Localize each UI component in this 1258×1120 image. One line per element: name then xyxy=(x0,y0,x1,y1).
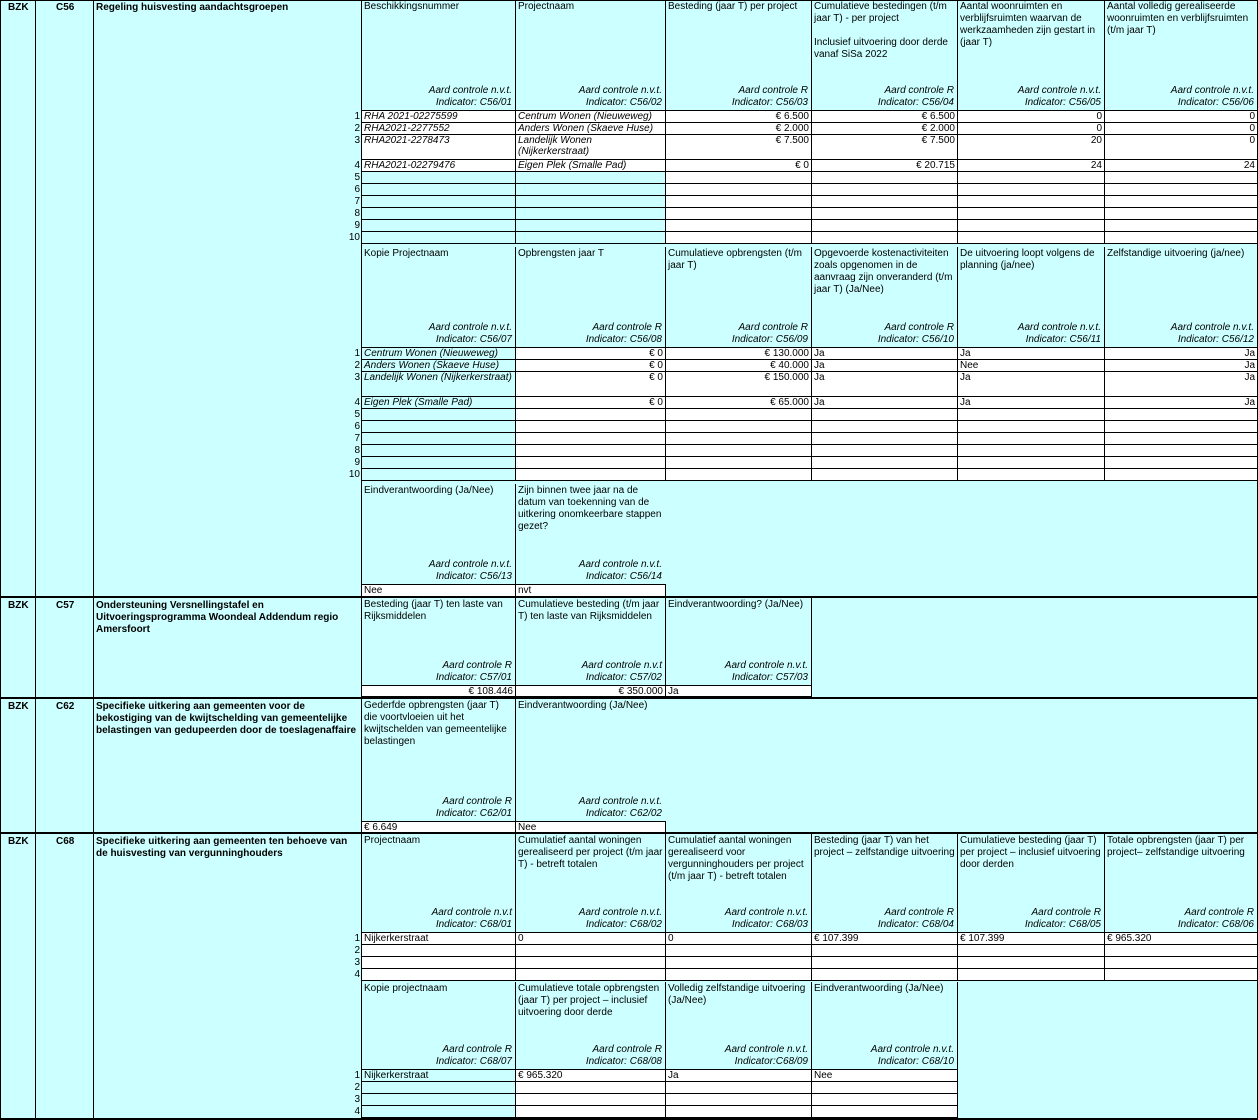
indicator-label: Indicator: C68/05 xyxy=(1024,919,1101,930)
column-header-label: Cumulatieve totale opbrengsten (jaar T) per project – inclusief uitvoering door derde xyxy=(518,983,660,1018)
indicator-label: Indicator: C56/09 xyxy=(731,334,808,345)
row-number: 6 xyxy=(354,421,360,432)
column-header-label: Eindverantwoording? (Ja/Nee) xyxy=(668,599,804,610)
table-cell[interactable] xyxy=(361,468,516,481)
table-cell[interactable]: Ja xyxy=(1104,396,1258,409)
indicator-label: Indicator: C56/01 xyxy=(435,97,512,108)
table-cell[interactable] xyxy=(665,231,812,244)
table-cell[interactable]: Nee xyxy=(515,821,666,833)
column-header xyxy=(1104,0,1257,110)
regulation-code: C68 xyxy=(56,836,75,847)
table-cell[interactable]: nvt xyxy=(515,584,666,597)
table-cell[interactable]: € 6.500 xyxy=(811,110,958,123)
table-cell[interactable]: € 40.000 xyxy=(665,359,812,372)
column-header xyxy=(515,247,665,347)
control-type-label: Aard controle n.v.t. xyxy=(870,1044,954,1055)
control-type-label: Aard controle R xyxy=(738,322,808,333)
table-cell[interactable]: € 6.649 xyxy=(361,821,516,833)
column-header-label: Cumulatieve opbrengsten (t/m jaar T) xyxy=(668,248,802,271)
table-cell[interactable]: Ja xyxy=(665,1069,812,1082)
table-cell[interactable]: € 7.500 xyxy=(665,134,812,160)
column-header-label: Cumulatieve besteding (jaar T) per project – inclusief uitvoering door derden xyxy=(960,835,1101,870)
table-cell[interactable]: € 20.715 xyxy=(811,159,958,172)
row-number: 4 xyxy=(354,969,360,980)
column-header xyxy=(957,0,1104,110)
column-header xyxy=(811,834,957,932)
column-header xyxy=(361,0,515,110)
column-header xyxy=(811,247,957,347)
table-cell[interactable]: Ja xyxy=(957,396,1105,409)
column-header xyxy=(361,834,515,932)
table-cell[interactable]: 20 xyxy=(957,134,1105,160)
indicator-label: Indicator: C56/05 xyxy=(1024,97,1101,108)
regulation-title: Specifieke uitkering aan gemeenten ten behoeve van de huisvesting van vergunninghouders xyxy=(96,836,348,859)
regulation-code: C62 xyxy=(56,701,75,712)
column-header-label: Kopie projectnaam xyxy=(364,983,448,994)
row-number: 3 xyxy=(354,135,360,146)
col-divider xyxy=(0,0,1,1120)
row-number: 5 xyxy=(354,172,360,183)
table-cell[interactable]: Nee xyxy=(361,584,516,597)
table-cell[interactable] xyxy=(811,1105,958,1118)
table-cell[interactable]: € 2.000 xyxy=(665,122,812,135)
column-header xyxy=(957,834,1104,932)
column-header-label: Besteding (jaar T) ten laste van Rijksmiddelen xyxy=(364,599,503,622)
control-type-label: Aard controle R xyxy=(1184,907,1254,918)
table-cell[interactable]: Ja xyxy=(811,371,958,397)
indicator-label: Indicator: C68/03 xyxy=(731,919,808,930)
row-number: 9 xyxy=(354,457,360,468)
column-header xyxy=(515,699,665,821)
table-cell[interactable] xyxy=(361,231,516,244)
column-header xyxy=(957,247,1104,347)
indicator-label: Indicator: C57/03 xyxy=(731,672,808,683)
control-type-label: Aard controle R xyxy=(884,85,954,96)
indicator-label: Indicator: C56/08 xyxy=(585,334,662,345)
table-cell[interactable] xyxy=(665,968,812,981)
control-type-label: Aard controle n.v.t xyxy=(431,907,512,918)
ministry-label: BZK xyxy=(8,701,29,712)
indicator-label: Indicator: C68/01 xyxy=(435,919,512,930)
table-cell[interactable]: € 2.000 xyxy=(811,122,958,135)
column-header xyxy=(1104,247,1257,347)
column-header xyxy=(361,247,515,347)
table-cell[interactable] xyxy=(515,968,666,981)
row-number: 2 xyxy=(354,945,360,956)
column-header-label: Opbrengsten jaar T xyxy=(518,248,604,259)
control-type-label: Aard controle n.v.t xyxy=(581,660,662,671)
table-cell[interactable]: Centrum Wonen (Nieuweweg) xyxy=(361,347,516,360)
indicator-label: Indicator: C68/07 xyxy=(435,1056,512,1067)
row-number: 3 xyxy=(354,372,360,383)
table-cell[interactable]: € 65.000 xyxy=(665,396,812,409)
table-cell[interactable]: Eigen Plek (Smalle Pad) xyxy=(361,396,516,409)
ministry-label: BZK xyxy=(8,836,29,847)
table-cell[interactable]: 0 xyxy=(1104,122,1258,135)
regulation-title: Regeling huisvesting aandachtsgroepen xyxy=(96,2,289,13)
column-header xyxy=(361,699,515,821)
indicator-label: Indicator: C56/07 xyxy=(435,334,512,345)
table-cell[interactable]: € 108.446 xyxy=(361,685,516,697)
indicator-label: Indicator: C56/13 xyxy=(435,571,512,582)
column-header-label: Zelfstandige uitvoering (ja/nee) xyxy=(1107,248,1245,259)
row-number: 2 xyxy=(354,360,360,371)
table-cell[interactable]: Ja xyxy=(957,371,1105,397)
regulation-code: C56 xyxy=(56,2,75,13)
control-type-label: Aard controle n.v.t. xyxy=(1017,322,1101,333)
table-cell[interactable]: RHA2021-02279476 xyxy=(361,159,516,172)
indicator-label: Indicator: C56/06 xyxy=(1177,97,1254,108)
column-header xyxy=(515,834,665,932)
row-number: 4 xyxy=(354,1106,360,1117)
indicator-label: Indicator: C56/02 xyxy=(585,97,662,108)
table-cell[interactable] xyxy=(957,968,1105,981)
table-cell[interactable]: € 0 xyxy=(515,359,666,372)
column-header xyxy=(515,598,665,685)
table-cell[interactable]: Ja xyxy=(811,396,958,409)
table-cell[interactable]: € 0 xyxy=(665,159,812,172)
column-header-label: Opgevoerde kostenactiviteiten zoals opgenomen in de aanvraag zijn onveranderd (t/m jaar T) (Ja/Nee) xyxy=(814,248,953,295)
table-cell[interactable] xyxy=(515,1105,666,1118)
control-type-label: Aard controle R xyxy=(884,322,954,333)
regulation-title: Specifieke uitkering aan gemeenten voor de bekostiging van de kwijtschelding van gemeentelijke belastingen van gedupeerden door de toeslagenaffaire xyxy=(96,701,357,736)
table-cell[interactable]: € 130.000 xyxy=(665,347,812,360)
table-cell[interactable]: 0 xyxy=(515,932,666,945)
control-type-label: Aard controle R xyxy=(442,1044,512,1055)
column-header xyxy=(665,598,811,685)
row-number: 5 xyxy=(354,409,360,420)
row-number: 7 xyxy=(354,433,360,444)
column-header xyxy=(811,0,957,110)
table-cell[interactable] xyxy=(957,468,1105,481)
column-header-label: Beschikkingsnummer xyxy=(364,1,460,12)
control-type-label: Aard controle n.v.t. xyxy=(724,907,808,918)
column-header-label: Cumulatief aantal woningen gerealiseerd voor vergunninghouders per project (t/m jaar T) - betreft totalen xyxy=(668,835,804,882)
indicator-label: Indicator: C57/01 xyxy=(435,672,512,683)
row-number: 8 xyxy=(354,208,360,219)
column-header-label: Eindverantwoording (Ja/Nee) xyxy=(518,700,648,711)
control-type-label: Aard controle n.v.t. xyxy=(578,796,662,807)
control-type-label: Aard controle n.v.t. xyxy=(428,559,512,570)
control-type-label: Aard controle R xyxy=(442,660,512,671)
table-cell[interactable]: € 150.000 xyxy=(665,371,812,397)
indicator-label: Indicator: C62/02 xyxy=(585,808,662,819)
column-header-label: Cumulatieve besteding (t/m jaar T) ten laste van Rijksmiddelen xyxy=(518,599,660,622)
table-cell[interactable]: 24 xyxy=(1104,159,1258,172)
table-cell[interactable]: € 350.000 xyxy=(515,685,666,697)
column-header-label: Cumulatieve bestedingen (t/m jaar T) - per project xyxy=(814,1,947,24)
col-divider xyxy=(35,0,36,1120)
table-cell[interactable]: Landelijk Wonen (Nijkerkerstraat) xyxy=(515,134,666,160)
row-number: 10 xyxy=(348,232,360,243)
control-type-label: Aard controle n.v.t. xyxy=(428,85,512,96)
column-header xyxy=(665,982,811,1069)
column-header-label: Gederfde opbrengsten (jaar T) die voortvloeien uit het kwijtschelden van gemeentelijke belastingen xyxy=(364,700,507,747)
table-cell[interactable] xyxy=(811,231,958,244)
table-cell[interactable] xyxy=(665,1105,812,1118)
indicator-label: Indicator: C68/06 xyxy=(1177,919,1254,930)
row-number: 1 xyxy=(354,933,360,944)
table-cell[interactable]: Ja xyxy=(811,347,958,360)
table-cell[interactable]: € 965.320 xyxy=(1104,932,1258,945)
indicator-label: Indicator: C56/12 xyxy=(1177,334,1254,345)
control-type-label: Aard controle n.v.t. xyxy=(1017,85,1101,96)
column-header-label: Besteding (jaar T) van het project – zelfstandige uitvoering xyxy=(814,835,955,858)
col-divider xyxy=(811,598,812,697)
control-type-label: Aard controle n.v.t. xyxy=(428,322,512,333)
indicator-label: Indicator: C62/01 xyxy=(435,808,512,819)
indicator-label: Indicator: C57/02 xyxy=(585,672,662,683)
column-header xyxy=(515,0,665,110)
table-cell[interactable] xyxy=(1104,968,1258,981)
table-cell[interactable]: € 0 xyxy=(515,347,666,360)
control-type-label: Aard controle n.v.t. xyxy=(724,1044,808,1055)
indicator-label: Indicator: C56/04 xyxy=(877,97,954,108)
table-cell[interactable]: Ja xyxy=(811,359,958,372)
table-cell[interactable]: 0 xyxy=(957,110,1105,123)
indicator-label: Indicator: C68/08 xyxy=(585,1056,662,1067)
column-header-label: De uitvoering loopt volgens de planning (ja/nee) xyxy=(960,248,1095,271)
table-cell[interactable]: € 0 xyxy=(515,371,666,397)
row-number: 1 xyxy=(354,111,360,122)
control-type-label: Aard controle n.v.t. xyxy=(578,559,662,570)
column-header xyxy=(665,0,811,110)
ministry-label: BZK xyxy=(8,2,29,13)
table-cell[interactable]: Nijkerkerstraat xyxy=(361,1069,516,1082)
table-cell[interactable]: 24 xyxy=(957,159,1105,172)
column-header-label: Kopie Projectnaam xyxy=(364,248,449,259)
column-header-label: Eindverantwoording (Ja/Nee) xyxy=(364,485,494,496)
table-cell[interactable]: 0 xyxy=(1104,134,1258,160)
table-cell[interactable]: € 965.320 xyxy=(515,1069,666,1082)
row-number: 2 xyxy=(354,1082,360,1093)
table-cell[interactable] xyxy=(515,231,666,244)
indicator-label: Indicator: C56/10 xyxy=(877,334,954,345)
table-cell[interactable]: Anders Wonen (Skaeve Huse) xyxy=(515,122,666,135)
indicator-label: Indicator: C68/02 xyxy=(585,919,662,930)
control-type-label: Aard controle R xyxy=(1031,907,1101,918)
table-cell[interactable] xyxy=(811,468,958,481)
column-header-label: Projectnaam xyxy=(518,1,575,12)
table-cell[interactable] xyxy=(1104,468,1258,481)
row-number: 4 xyxy=(354,397,360,408)
table-cell[interactable] xyxy=(1104,231,1258,244)
row-number: 10 xyxy=(348,469,360,480)
table-cell[interactable]: 0 xyxy=(665,932,812,945)
column-header-label: Besteding (jaar T) per project xyxy=(668,1,798,12)
control-type-label: Aard controle R xyxy=(592,1044,662,1055)
table-cell[interactable]: Nijkerkerstraat xyxy=(361,932,516,945)
column-header xyxy=(1104,834,1257,932)
row-number: 9 xyxy=(354,220,360,231)
column-header xyxy=(811,982,957,1069)
indicator-label: Indicator: C56/03 xyxy=(731,97,808,108)
regulation-title: Ondersteuning Versnellingstafel en Uitvoeringsprogramma Woondeal Addendum regio Amersfoort xyxy=(96,600,339,635)
column-header-note: Inclusief uitvoering door derde vanaf SiSa 2022 xyxy=(814,37,948,60)
column-header xyxy=(665,834,811,932)
table-cell[interactable] xyxy=(361,1105,516,1118)
indicator-label: Indicator: C56/11 xyxy=(1025,334,1101,345)
control-type-label: Aard controle n.v.t. xyxy=(1170,85,1254,96)
table-cell[interactable]: RHA 2021-02275599 xyxy=(361,110,516,123)
table-cell[interactable]: 0 xyxy=(1104,110,1258,123)
regulation-code: C57 xyxy=(56,600,75,611)
table-cell[interactable]: € 6.500 xyxy=(665,110,812,123)
ministry-label: BZK xyxy=(8,600,29,611)
table-cell[interactable]: € 7.500 xyxy=(811,134,958,160)
table-cell[interactable]: Ja xyxy=(1104,359,1258,372)
row-number: 1 xyxy=(354,348,360,359)
row-number: 1 xyxy=(354,1070,360,1081)
col-divider xyxy=(93,0,94,1120)
column-header-label: Eindverantwoording (Ja/Nee) xyxy=(814,983,944,994)
column-header xyxy=(665,247,811,347)
table-cell[interactable]: Ja xyxy=(1104,347,1258,360)
column-header xyxy=(515,982,665,1069)
table-cell[interactable]: € 107.399 xyxy=(957,932,1105,945)
column-header-label: Volledig zelfstandige uitvoering (Ja/Nee) xyxy=(668,983,806,1006)
table-cell[interactable]: Landelijk Wonen (Nijkerkerstraat) xyxy=(361,371,516,397)
table-cell[interactable]: 0 xyxy=(957,122,1105,135)
row-number: 7 xyxy=(354,196,360,207)
column-header xyxy=(361,982,515,1069)
row-number: 6 xyxy=(354,184,360,195)
row-number: 2 xyxy=(354,123,360,134)
table-cell[interactable]: Centrum Wonen (Nieuweweg) xyxy=(515,110,666,123)
control-type-label: Aard controle R xyxy=(738,85,808,96)
control-type-label: Aard controle n.v.t. xyxy=(578,907,662,918)
table-cell[interactable]: € 0 xyxy=(515,396,666,409)
control-type-label: Aard controle R xyxy=(592,322,662,333)
table-cell[interactable]: Anders Wonen (Skaeve Huse) xyxy=(361,359,516,372)
column-header-label: Aantal woonruimten en verblijfsruimten waarvan de werkzaamheden zijn gestart in (jaar T) xyxy=(960,1,1096,48)
table-cell[interactable] xyxy=(515,468,666,481)
table-cell[interactable]: RHA2021-2278473 xyxy=(361,134,516,160)
column-header-label: Aantal volledig gerealiseerde woonruimten en verblijfsruimten (t/m jaar T) xyxy=(1107,1,1249,36)
indicator-label: Indicator: C68/10 xyxy=(877,1056,954,1067)
control-type-label: Aard controle n.v.t. xyxy=(578,85,662,96)
column-header-label: Projectnaam xyxy=(364,835,421,846)
column-header-label: Cumulatief aantal woningen gerealiseerd per project (t/m jaar T) - betreft totalen xyxy=(518,835,663,870)
table-cell[interactable]: Ja xyxy=(957,347,1105,360)
table-cell[interactable]: € 107.399 xyxy=(811,932,958,945)
row-number: 3 xyxy=(354,957,360,968)
row-number: 8 xyxy=(354,445,360,456)
column-header xyxy=(361,484,515,584)
control-type-label: Aard controle R xyxy=(884,907,954,918)
control-type-label: Aard controle n.v.t. xyxy=(1170,322,1254,333)
table-cell[interactable]: Nee xyxy=(957,359,1105,372)
column-header-label: Totale opbrengsten (jaar T) per project– zelfstandige uitvoering xyxy=(1107,835,1245,858)
row-number: 4 xyxy=(354,160,360,171)
table-cell[interactable]: Eigen Plek (Smalle Pad) xyxy=(515,159,666,172)
indicator-label: Indicator:C68/09 xyxy=(734,1056,808,1067)
table-cell[interactable]: Ja xyxy=(665,685,812,697)
table-cell[interactable]: Nee xyxy=(811,1069,958,1082)
control-type-label: Aard controle n.v.t. xyxy=(724,660,808,671)
table-cell[interactable] xyxy=(665,468,812,481)
column-header-label: Zijn binnen twee jaar na de datum van toekenning van de uitkering onomkeerbare stappen gezet? xyxy=(518,485,662,532)
row-number: 3 xyxy=(354,1094,360,1105)
table-cell[interactable] xyxy=(811,968,958,981)
table-cell[interactable] xyxy=(361,968,516,981)
indicator-label: Indicator: C56/14 xyxy=(585,571,662,582)
table-cell[interactable] xyxy=(957,231,1105,244)
indicator-label: Indicator: C68/04 xyxy=(877,919,954,930)
column-header xyxy=(515,484,665,584)
table-cell[interactable]: Ja xyxy=(1104,371,1258,397)
column-header xyxy=(361,598,515,685)
table-cell[interactable]: RHA2021-2277552 xyxy=(361,122,516,135)
control-type-label: Aard controle R xyxy=(442,796,512,807)
